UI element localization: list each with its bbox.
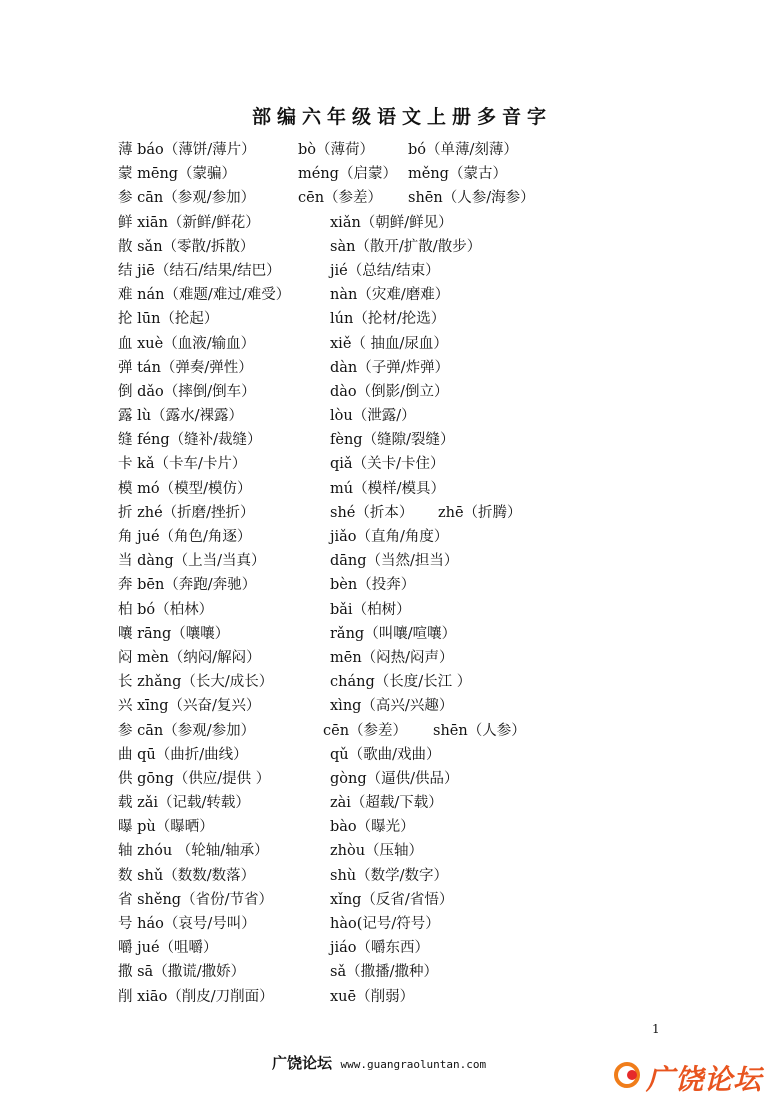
character-reading: 曝 pù（曝晒） <box>118 819 214 836</box>
polyphone-row <box>118 525 758 549</box>
polyphone-row <box>118 622 758 646</box>
polyphone-row <box>118 356 758 380</box>
character-reading: 倒 dǎo（摔倒/倒车） <box>118 383 256 400</box>
alternate-reading: měng（蒙古） <box>408 166 507 183</box>
polyphone-row <box>118 791 758 815</box>
alternate-reading: mēn（闷热/闷声） <box>330 649 454 666</box>
character-reading: 参 cān（参观/参加） <box>118 722 256 739</box>
alternate-reading: shēn（人参/海参） <box>408 190 535 207</box>
character-reading: 嚷 rāng（嚷嚷） <box>118 625 230 642</box>
alternate-reading: zài（超载/下载） <box>330 795 443 812</box>
polyphone-row <box>118 332 758 356</box>
character-reading: 轴 zhóu （轮轴/轴承） <box>118 843 269 860</box>
polyphone-row <box>118 912 758 936</box>
character-reading: 弹 tán（弹奏/弹性） <box>118 359 253 376</box>
polyphone-row <box>118 936 758 960</box>
alternate-reading: qiǎ（关卡/卡住） <box>330 456 445 473</box>
alternate-reading: shēn（人参） <box>433 722 526 739</box>
polyphone-row <box>118 960 758 984</box>
character-reading: 曲 qū（曲折/曲线） <box>118 746 248 763</box>
character-reading: 角 jué（角色/角逐） <box>118 529 252 545</box>
polyphone-row <box>118 549 758 573</box>
alternate-reading: bó（单薄/刻薄） <box>408 142 518 158</box>
character-reading: 撒 sā（撒谎/撒娇） <box>118 964 246 981</box>
polyphone-row <box>118 767 758 791</box>
character-reading: 散 sǎn（零散/拆散） <box>118 238 255 255</box>
alternate-reading: sàn（散开/扩散/散步） <box>330 238 482 255</box>
alternate-reading: xuē（削弱） <box>330 988 415 1005</box>
character-reading: 折 zhé（折磨/挫折） <box>118 504 255 521</box>
polyphone-row <box>118 428 758 452</box>
polyphone-row <box>118 452 758 476</box>
polyphone-row <box>118 719 758 743</box>
polyphone-list <box>118 138 758 1009</box>
polyphone-row <box>118 985 758 1009</box>
character-reading: 难 nán（难题/难过/难受） <box>118 287 291 304</box>
polyphone-row <box>118 162 758 186</box>
alternate-reading: fèng（缝隙/裂缝） <box>330 432 455 449</box>
alternate-reading: cēn（参差） <box>298 190 383 207</box>
polyphone-row <box>118 235 758 259</box>
alternate-reading: dàn（子弹/炸弹） <box>330 359 450 376</box>
polyphone-row <box>118 211 758 235</box>
character-reading: 蒙 mēng（蒙骗） <box>118 166 237 183</box>
character-reading: 供 gōng（供应/提供 ） <box>118 770 271 787</box>
document-title: 部编六年级语文上册多音字 <box>251 106 552 128</box>
polyphone-row <box>118 380 758 404</box>
character-reading: 柏 bó（柏林） <box>118 601 214 618</box>
alternate-reading: shù（数学/数字） <box>330 867 449 884</box>
footer-url[interactable]: www.guangraoluntan.com <box>340 1058 487 1071</box>
page-number: 1 <box>652 1022 660 1036</box>
character-reading: 卡 kǎ（卡车/卡片） <box>118 456 247 473</box>
alternate-reading: cháng（长度/长江 ） <box>330 674 472 691</box>
polyphone-row <box>118 694 758 718</box>
alternate-reading: xìng（高兴/兴趣） <box>330 698 454 715</box>
character-reading: 兴 xīng（兴奋/复兴） <box>118 698 261 715</box>
polyphone-row <box>118 259 758 283</box>
alternate-reading: xiǎn（朝鲜/鲜见） <box>330 214 453 231</box>
footer <box>272 1052 486 1073</box>
character-reading: 号 háo（哀号/号叫） <box>118 916 256 932</box>
alternate-reading: dào（倒影/倒立） <box>330 383 449 400</box>
character-reading: 薄 báo（薄饼/薄片） <box>118 142 256 158</box>
alternate-reading: zhē（折腾） <box>438 504 522 521</box>
alternate-reading: bǎi（柏树） <box>330 601 411 618</box>
alternate-reading: jié（总结/结束） <box>330 262 440 279</box>
alternate-reading: cēn（参差） <box>323 722 408 739</box>
footer-brand: 广饶论坛 <box>272 1054 333 1072</box>
character-reading: 数 shǔ（数数/数落） <box>118 867 256 884</box>
ring-logo-icon <box>614 1062 640 1088</box>
alternate-reading: bào（曝光） <box>330 819 415 836</box>
character-reading: 载 zǎi（记载/转载） <box>118 795 250 812</box>
alternate-reading: rǎng（叫嚷/喧嚷） <box>330 625 457 642</box>
polyphone-row <box>118 598 758 622</box>
character-reading: 鲜 xiān（新鲜/鲜花） <box>118 214 260 231</box>
alternate-reading: zhòu（压轴） <box>330 843 424 860</box>
alternate-reading: lún（抡材/抡选） <box>330 311 446 328</box>
alternate-reading: méng（启蒙） <box>298 166 397 183</box>
character-reading: 当 dàng（上当/当真） <box>118 553 266 570</box>
alternate-reading: xiě（ 抽血/尿血） <box>330 335 448 352</box>
polyphone-row <box>118 815 758 839</box>
character-reading: 结 jiē（结石/结果/结巴） <box>118 262 281 279</box>
alternate-reading: bèn（投奔） <box>330 577 416 594</box>
character-reading: 长 zhǎng（长大/成长） <box>118 674 274 691</box>
character-reading: 削 xiāo（削皮/刀削面） <box>118 988 274 1005</box>
alternate-reading: bò（薄荷） <box>298 142 375 158</box>
alternate-reading: dāng（当然/担当） <box>330 553 459 570</box>
polyphone-row <box>118 888 758 912</box>
alternate-reading: jiáo（嚼东西） <box>330 940 430 957</box>
alternate-reading: qǔ（歌曲/戏曲） <box>330 746 441 763</box>
character-reading: 抡 lūn（抡起） <box>118 311 219 328</box>
character-reading: 嚼 jué（咀嚼） <box>118 940 218 957</box>
polyphone-row <box>118 573 758 597</box>
character-reading: 省 shěng（省份/节省） <box>118 891 273 908</box>
polyphone-row <box>118 743 758 767</box>
alternate-reading: sǎ（撒播/撒种） <box>330 964 438 981</box>
character-reading: 模 mó（模型/模仿） <box>118 480 252 497</box>
logo-text: 广饶论坛 <box>646 1063 763 1096</box>
polyphone-row <box>118 138 758 162</box>
alternate-reading: jiǎo（直角/角度） <box>330 529 449 545</box>
alternate-reading: nàn（灾难/磨难） <box>330 287 450 304</box>
character-reading: 参 cān（参观/参加） <box>118 190 256 207</box>
polyphone-row <box>118 477 758 501</box>
alternate-reading: mú（模样/模具） <box>330 480 445 497</box>
alternate-reading: hào(记号/符号） <box>330 916 440 932</box>
polyphone-row <box>118 307 758 331</box>
polyphone-row <box>118 670 758 694</box>
polyphone-row <box>118 501 758 525</box>
polyphone-row <box>118 839 758 863</box>
alternate-reading: lòu（泄露/） <box>330 408 416 425</box>
polyphone-row <box>118 404 758 428</box>
polyphone-row <box>118 283 758 307</box>
character-reading: 奔 bēn（奔跑/奔驰） <box>118 577 257 594</box>
character-reading: 血 xuè（血液/输血） <box>118 335 256 352</box>
alternate-reading: shé（折本） <box>330 504 414 521</box>
character-reading: 缝 féng（缝补/裁缝） <box>118 432 262 449</box>
site-logo[interactable] <box>612 1056 772 1100</box>
alternate-reading: gòng（逼供/供品） <box>330 770 459 787</box>
alternate-reading: xǐng（反省/省悟） <box>330 891 454 908</box>
character-reading: 露 lù（露水/裸露） <box>118 408 243 425</box>
polyphone-row <box>118 646 758 670</box>
character-reading: 闷 mèn（纳闷/解闷） <box>118 649 261 666</box>
polyphone-row <box>118 186 758 210</box>
polyphone-row <box>118 864 758 888</box>
